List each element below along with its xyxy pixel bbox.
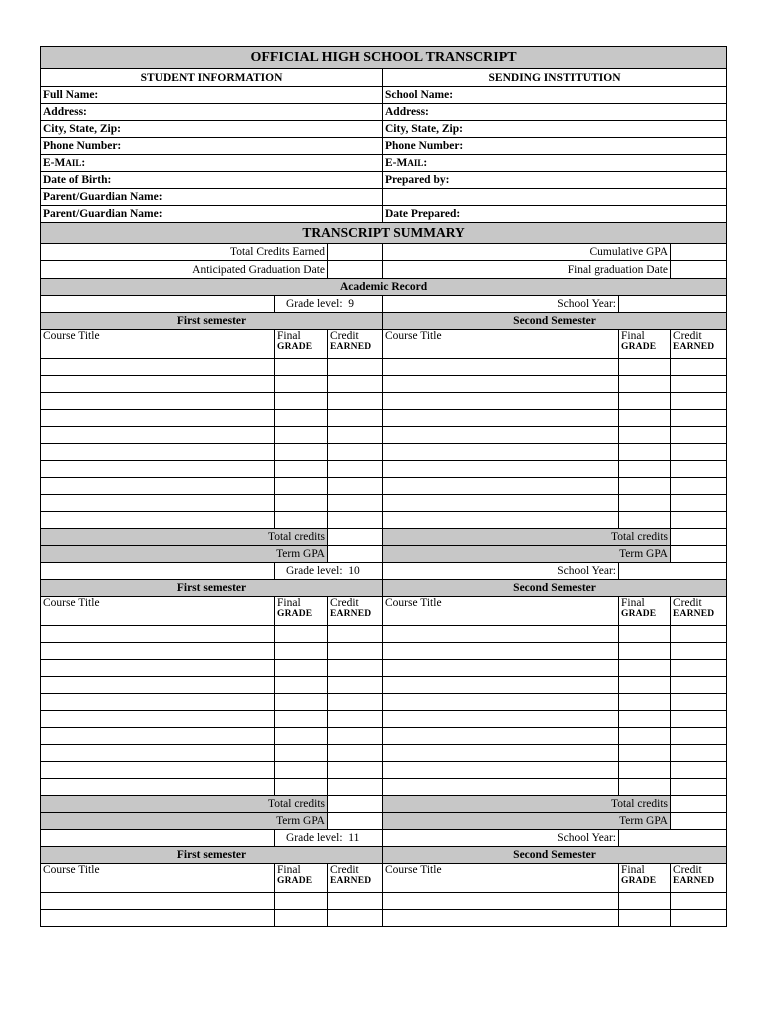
second-final-grade-header — [619, 330, 671, 359]
second-course-title-cell[interactable] — [383, 660, 619, 677]
credit-label: Credit — [330, 330, 359, 342]
first-course-title-cell[interactable] — [41, 376, 275, 393]
first-course-title-cell[interactable] — [41, 694, 275, 711]
student-field-2[interactable]: City, State, Zip: — [41, 121, 383, 138]
first-semester-header: First semester — [41, 580, 383, 597]
first-course-title-cell[interactable] — [41, 762, 275, 779]
first-term-gpa-value[interactable] — [328, 546, 383, 563]
second-credit-earned-cell[interactable] — [671, 779, 727, 796]
first-final-grade-cell[interactable] — [275, 461, 328, 478]
first-credit-earned-cell[interactable] — [328, 512, 383, 529]
first-final-grade-cell[interactable] — [275, 762, 328, 779]
first-credit-earned-cell[interactable] — [328, 461, 383, 478]
second-course-title-cell[interactable] — [383, 893, 619, 910]
first-credit-earned-cell[interactable] — [328, 910, 383, 927]
second-final-grade-cell[interactable] — [619, 359, 671, 376]
second-final-grade-cell[interactable] — [619, 643, 671, 660]
first-course-title-cell[interactable] — [41, 359, 275, 376]
school-year-label: School Year: — [383, 830, 619, 847]
first-course-title-header: Course Title — [41, 330, 275, 359]
second-final-grade-cell[interactable] — [619, 779, 671, 796]
second-course-title-cell[interactable] — [383, 461, 619, 478]
second-final-grade-cell[interactable] — [619, 745, 671, 762]
anticipated-graduation-label: Anticipated Graduation Date — [41, 261, 328, 279]
grade-level — [275, 830, 383, 847]
sending-field-4[interactable]: E-MAIL: — [383, 155, 727, 172]
final-label: Final — [621, 330, 645, 342]
first-term-gpa-value[interactable] — [328, 813, 383, 830]
second-credit-earned-cell[interactable] — [671, 762, 727, 779]
second-final-grade-cell[interactable] — [619, 495, 671, 512]
second-final-grade-cell[interactable] — [619, 461, 671, 478]
second-final-grade-cell[interactable] — [619, 660, 671, 677]
first-final-grade-cell[interactable] — [275, 893, 328, 910]
credit-label: Credit — [673, 330, 702, 342]
second-final-grade-header — [619, 597, 671, 626]
school-year-label: School Year: — [383, 563, 619, 580]
grade-label: GRADE — [277, 342, 313, 352]
sending-field-0[interactable]: School Name: — [383, 87, 727, 104]
school-year-value[interactable] — [619, 563, 727, 580]
first-final-grade-cell[interactable] — [275, 677, 328, 694]
earned-label: EARNED — [673, 342, 715, 352]
first-credit-earned-cell[interactable] — [328, 711, 383, 728]
first-total-credits-label: Total credits — [41, 796, 328, 813]
student-field-7[interactable]: Parent/Guardian Name: — [41, 206, 383, 223]
second-course-title-cell[interactable] — [383, 643, 619, 660]
first-credit-earned-cell[interactable] — [328, 779, 383, 796]
sending-field-3[interactable]: Phone Number: — [383, 138, 727, 155]
first-final-grade-cell[interactable] — [275, 478, 328, 495]
second-final-grade-cell[interactable] — [619, 694, 671, 711]
student-field-3[interactable]: Phone Number: — [41, 138, 383, 155]
first-course-title-cell[interactable] — [41, 660, 275, 677]
second-total-credits-label: Total credits — [383, 529, 671, 546]
final-label: Final — [621, 597, 645, 609]
first-final-grade-header — [275, 330, 328, 359]
first-course-title-cell[interactable] — [41, 643, 275, 660]
school-year-value[interactable] — [619, 830, 727, 847]
first-credit-earned-cell[interactable] — [328, 728, 383, 745]
second-course-title-cell[interactable] — [383, 711, 619, 728]
first-credit-earned-cell[interactable] — [328, 495, 383, 512]
first-course-title-cell[interactable] — [41, 910, 275, 927]
second-course-title-cell[interactable] — [383, 779, 619, 796]
grade-label: GRADE — [621, 342, 657, 352]
earned-label: EARNED — [673, 876, 715, 886]
first-course-title-cell[interactable] — [41, 410, 275, 427]
first-final-grade-cell[interactable] — [275, 779, 328, 796]
first-course-title-cell[interactable] — [41, 677, 275, 694]
first-credit-earned-cell[interactable] — [328, 444, 383, 461]
sending-institution-header: SENDING INSTITUTION — [383, 69, 727, 87]
first-course-title-cell[interactable] — [41, 626, 275, 643]
second-credit-earned-cell[interactable] — [671, 427, 727, 444]
second-course-title-cell[interactable] — [383, 512, 619, 529]
first-credit-earned-cell[interactable] — [328, 393, 383, 410]
second-course-title-cell[interactable] — [383, 376, 619, 393]
second-credit-earned-cell[interactable] — [671, 461, 727, 478]
second-course-title-cell[interactable] — [383, 910, 619, 927]
second-semester-header: Second Semester — [383, 580, 727, 597]
first-final-grade-cell[interactable] — [275, 427, 328, 444]
sending-field-2[interactable]: City, State, Zip: — [383, 121, 727, 138]
sending-field-7[interactable]: Date Prepared: — [383, 206, 727, 223]
first-course-title-header: Course Title — [41, 864, 275, 893]
second-course-title-cell[interactable] — [383, 393, 619, 410]
first-course-title-cell[interactable] — [41, 444, 275, 461]
first-course-title-cell[interactable] — [41, 728, 275, 745]
first-term-gpa-label: Term GPA — [41, 813, 328, 830]
final-label: Final — [277, 330, 301, 342]
student-field-1[interactable]: Address: — [41, 104, 383, 121]
student-field-4[interactable]: E-MAIL: — [41, 155, 383, 172]
first-credit-earned-cell[interactable] — [328, 410, 383, 427]
second-credit-earned-cell[interactable] — [671, 893, 727, 910]
second-final-grade-cell[interactable] — [619, 512, 671, 529]
final-label: Final — [621, 864, 645, 876]
credit-label: Credit — [673, 597, 702, 609]
grade-level — [275, 563, 383, 580]
second-total-credits-label: Total credits — [383, 796, 671, 813]
second-credit-earned-cell[interactable] — [671, 728, 727, 745]
first-credit-earned-cell[interactable] — [328, 660, 383, 677]
grade-level-label: Grade level: — [286, 298, 343, 310]
first-final-grade-cell[interactable] — [275, 745, 328, 762]
second-credit-earned-cell[interactable] — [671, 626, 727, 643]
first-credit-earned-cell[interactable] — [328, 359, 383, 376]
second-credit-earned-cell[interactable] — [671, 512, 727, 529]
second-course-title-cell[interactable] — [383, 626, 619, 643]
second-final-grade-cell[interactable] — [619, 893, 671, 910]
first-semester-header: First semester — [41, 847, 383, 864]
second-course-title-cell[interactable] — [383, 478, 619, 495]
first-final-grade-cell[interactable] — [275, 910, 328, 927]
total-credits-earned-value[interactable] — [328, 244, 383, 261]
second-course-title-header: Course Title — [383, 597, 619, 626]
second-semester-header: Second Semester — [383, 313, 727, 330]
grade-level-label: Grade level: — [286, 832, 343, 844]
first-final-grade-cell[interactable] — [275, 495, 328, 512]
total-credits-earned-label: Total Credits Earned — [41, 244, 328, 261]
second-final-grade-cell[interactable] — [619, 478, 671, 495]
first-final-grade-cell[interactable] — [275, 694, 328, 711]
anticipated-graduation-value[interactable] — [328, 261, 383, 279]
second-credit-earned-cell[interactable] — [671, 410, 727, 427]
second-credit-earned-header — [671, 330, 727, 359]
first-final-grade-cell[interactable] — [275, 444, 328, 461]
second-term-gpa-value[interactable] — [671, 813, 727, 830]
grade-label: GRADE — [277, 876, 313, 886]
first-course-title-cell[interactable] — [41, 745, 275, 762]
first-total-credits-label: Total credits — [41, 529, 328, 546]
second-term-gpa-label: Term GPA — [383, 546, 671, 563]
school-year-value[interactable] — [619, 296, 727, 313]
second-final-grade-cell[interactable] — [619, 728, 671, 745]
second-final-grade-cell[interactable] — [619, 677, 671, 694]
transcript-form — [40, 46, 726, 927]
second-course-title-cell[interactable] — [383, 677, 619, 694]
final-label: Final — [277, 864, 301, 876]
second-course-title-cell[interactable] — [383, 728, 619, 745]
first-course-title-cell[interactable] — [41, 393, 275, 410]
final-graduation-label: Final graduation Date — [383, 261, 671, 279]
grade-level-value: 11 — [348, 832, 360, 844]
first-final-grade-cell[interactable] — [275, 626, 328, 643]
transcript-table — [40, 46, 727, 927]
second-final-grade-cell[interactable] — [619, 762, 671, 779]
first-final-grade-cell[interactable] — [275, 728, 328, 745]
transcript-summary-title: TRANSCRIPT SUMMARY — [41, 223, 727, 244]
grade-level-blank — [41, 296, 275, 313]
credit-label: Credit — [330, 864, 359, 876]
second-term-gpa-value[interactable] — [671, 546, 727, 563]
second-final-grade-cell[interactable] — [619, 444, 671, 461]
first-credit-earned-cell[interactable] — [328, 643, 383, 660]
first-credit-earned-cell[interactable] — [328, 694, 383, 711]
credit-label: Credit — [330, 597, 359, 609]
second-credit-earned-cell[interactable] — [671, 359, 727, 376]
first-course-title-cell[interactable] — [41, 461, 275, 478]
second-course-title-cell[interactable] — [383, 694, 619, 711]
first-course-title-cell[interactable] — [41, 427, 275, 444]
first-final-grade-header — [275, 864, 328, 893]
second-term-gpa-label: Term GPA — [383, 813, 671, 830]
second-final-grade-cell[interactable] — [619, 910, 671, 927]
second-total-credits-value[interactable] — [671, 796, 727, 813]
academic-record-title: Academic Record — [41, 279, 727, 296]
first-final-grade-cell[interactable] — [275, 376, 328, 393]
second-final-grade-cell[interactable] — [619, 427, 671, 444]
second-course-title-header: Course Title — [383, 330, 619, 359]
grade-label: GRADE — [621, 609, 657, 619]
second-course-title-header: Course Title — [383, 864, 619, 893]
first-course-title-cell[interactable] — [41, 779, 275, 796]
second-total-credits-value[interactable] — [671, 529, 727, 546]
second-semester-header: Second Semester — [383, 847, 727, 864]
credit-label: Credit — [673, 864, 702, 876]
grade-label: GRADE — [621, 876, 657, 886]
second-credit-earned-cell[interactable] — [671, 478, 727, 495]
second-final-grade-cell[interactable] — [619, 626, 671, 643]
first-final-grade-cell[interactable] — [275, 660, 328, 677]
first-credit-earned-cell[interactable] — [328, 478, 383, 495]
second-course-title-cell[interactable] — [383, 359, 619, 376]
first-final-grade-cell[interactable] — [275, 643, 328, 660]
student-field-6[interactable]: Parent/Guardian Name: — [41, 189, 383, 206]
second-credit-earned-cell[interactable] — [671, 745, 727, 762]
sending-field-6[interactable] — [383, 189, 727, 206]
first-course-title-cell[interactable] — [41, 495, 275, 512]
first-credit-earned-cell[interactable] — [328, 626, 383, 643]
first-credit-earned-header — [328, 330, 383, 359]
second-course-title-cell[interactable] — [383, 745, 619, 762]
first-course-title-cell[interactable] — [41, 478, 275, 495]
second-credit-earned-header — [671, 864, 727, 893]
earned-label: EARNED — [330, 342, 372, 352]
second-final-grade-header — [619, 864, 671, 893]
final-graduation-value[interactable] — [671, 261, 727, 279]
second-credit-earned-cell[interactable] — [671, 376, 727, 393]
first-total-credits-value[interactable] — [328, 529, 383, 546]
first-credit-earned-cell[interactable] — [328, 745, 383, 762]
first-final-grade-header — [275, 597, 328, 626]
school-year-label: School Year: — [383, 296, 619, 313]
student-field-0[interactable]: Full Name: — [41, 87, 383, 104]
final-label: Final — [277, 597, 301, 609]
student-information-header: STUDENT INFORMATION — [41, 69, 383, 87]
first-credit-earned-header — [328, 597, 383, 626]
first-term-gpa-label: Term GPA — [41, 546, 328, 563]
first-final-grade-cell[interactable] — [275, 711, 328, 728]
second-final-grade-cell[interactable] — [619, 711, 671, 728]
first-total-credits-value[interactable] — [328, 796, 383, 813]
first-credit-earned-cell[interactable] — [328, 376, 383, 393]
second-credit-earned-cell[interactable] — [671, 444, 727, 461]
grade-level-blank — [41, 830, 275, 847]
second-credit-earned-cell[interactable] — [671, 643, 727, 660]
first-course-title-cell[interactable] — [41, 512, 275, 529]
grade-level-value: 9 — [348, 298, 355, 310]
first-course-title-cell[interactable] — [41, 711, 275, 728]
grade-label: GRADE — [277, 609, 313, 619]
first-credit-earned-cell[interactable] — [328, 427, 383, 444]
second-credit-earned-cell[interactable] — [671, 677, 727, 694]
second-course-title-cell[interactable] — [383, 410, 619, 427]
first-course-title-cell[interactable] — [41, 893, 275, 910]
second-credit-earned-cell[interactable] — [671, 711, 727, 728]
cumulative-gpa-label: Cumulative GPA — [383, 244, 671, 261]
second-credit-earned-header — [671, 597, 727, 626]
second-credit-earned-cell[interactable] — [671, 910, 727, 927]
first-semester-header: First semester — [41, 313, 383, 330]
first-final-grade-cell[interactable] — [275, 512, 328, 529]
sending-field-1[interactable]: Address: — [383, 104, 727, 121]
second-credit-earned-cell[interactable] — [671, 495, 727, 512]
earned-label: EARNED — [673, 609, 715, 619]
first-credit-earned-cell[interactable] — [328, 893, 383, 910]
second-course-title-cell[interactable] — [383, 762, 619, 779]
first-course-title-header: Course Title — [41, 597, 275, 626]
first-credit-earned-header — [328, 864, 383, 893]
second-credit-earned-cell[interactable] — [671, 694, 727, 711]
first-credit-earned-cell[interactable] — [328, 762, 383, 779]
second-final-grade-cell[interactable] — [619, 410, 671, 427]
second-course-title-cell[interactable] — [383, 495, 619, 512]
earned-label: EARNED — [330, 876, 372, 886]
grade-level-blank — [41, 563, 275, 580]
grade-level — [275, 296, 383, 313]
first-final-grade-cell[interactable] — [275, 410, 328, 427]
second-final-grade-cell[interactable] — [619, 393, 671, 410]
earned-label: EARNED — [330, 609, 372, 619]
second-course-title-cell[interactable] — [383, 427, 619, 444]
second-course-title-cell[interactable] — [383, 444, 619, 461]
sending-field-5[interactable]: Prepared by: — [383, 172, 727, 189]
second-credit-earned-cell[interactable] — [671, 660, 727, 677]
page-title: OFFICIAL HIGH SCHOOL TRANSCRIPT — [41, 47, 727, 69]
second-final-grade-cell[interactable] — [619, 376, 671, 393]
grade-level-label: Grade level: — [286, 565, 343, 577]
first-final-grade-cell[interactable] — [275, 393, 328, 410]
grade-level-value: 10 — [348, 565, 360, 577]
first-final-grade-cell[interactable] — [275, 359, 328, 376]
cumulative-gpa-value[interactable] — [671, 244, 727, 261]
second-credit-earned-cell[interactable] — [671, 393, 727, 410]
student-field-5[interactable]: Date of Birth: — [41, 172, 383, 189]
first-credit-earned-cell[interactable] — [328, 677, 383, 694]
